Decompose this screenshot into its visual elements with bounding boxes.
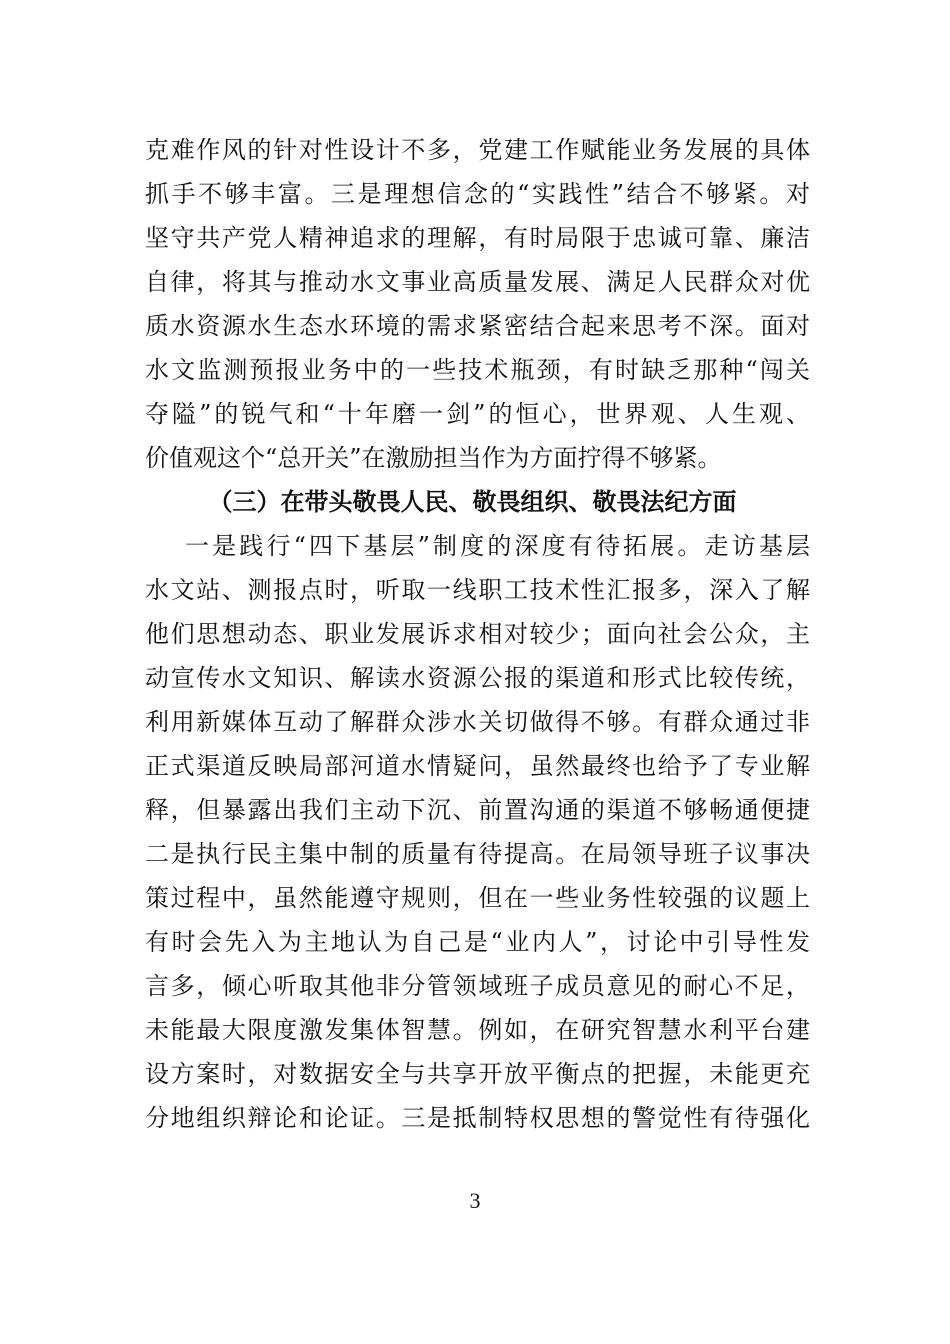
text-line: 设方案时，对数据安全与共享开放平衡点的把握，未能更充 [145,1060,810,1088]
text-line: 水文站、测报点时，听取一线职工技术性汇报多，深入了解 [145,576,810,604]
page-number: 3 [469,1188,481,1213]
text-line: 夺隘”的锐气和“十年磨一剑”的恒心，世界观、人生观、 [145,400,810,428]
text-line: 正式渠道反映局部河道水情疑问，虽然最终也给予了专业解 [145,752,810,780]
text-line: 克难作风的针对性设计不多，党建工作赋能业务发展的具体 [145,136,810,164]
text-line: 他们思想动态、职业发展诉求相对较少；面向社会公众，主 [145,620,810,648]
text-line: 坚守共产党人精神追求的理解，有时局限于忠诚可靠、廉洁 [145,224,810,252]
text-line: 分地组织辩论和论证。三是抵制特权思想的警觉性有待强化 [145,1104,810,1132]
text-line: 言多，倾心听取其他非分管领域班子成员意见的耐心不足， [145,972,810,1000]
text-line: 质水资源水生态水环境的需求紧密结合起来思考不深。面对 [145,312,810,340]
text-line: 动宣传水文知识、解读水资源公报的渠道和形式比较传统， [145,664,810,692]
section-heading: （三）在带头敬畏人民、敬畏组织、敬畏法纪方面 [208,487,737,516]
text-line: 二是执行民主集中制的质量有待提高。在局领导班子议事决 [145,840,810,868]
text-line: 价值观这个“总开关”在激励担当作为方面拧得不够紧。 [145,444,722,472]
text-line: 抓手不够丰富。三是理想信念的“实践性”结合不够紧。对 [145,180,810,208]
text-line: 释，但暴露出我们主动下沉、前置沟通的渠道不够畅通便捷 [145,796,810,824]
text-line: 一是践行“四下基层”制度的深度有待拓展。走访基层 [185,532,810,560]
text-line: 有时会先入为主地认为自己是“业内人”，讨论中引导性发 [145,928,810,956]
text-line: 自律，将其与推动水文事业高质量发展、满足人民群众对优 [145,268,810,296]
text-line: 利用新媒体互动了解群众涉水关切做得不够。有群众通过非 [145,708,810,736]
text-line: 策过程中，虽然能遵守规则，但在一些业务性较强的议题上 [145,884,810,912]
document-body [145,128,810,1140]
text-line: 未能最大限度激发集体智慧。例如，在研究智慧水利平台建 [145,1016,810,1044]
text-line: 水文监测预报业务中的一些技术瓶颈，有时缺乏那种“闯关 [145,356,810,384]
